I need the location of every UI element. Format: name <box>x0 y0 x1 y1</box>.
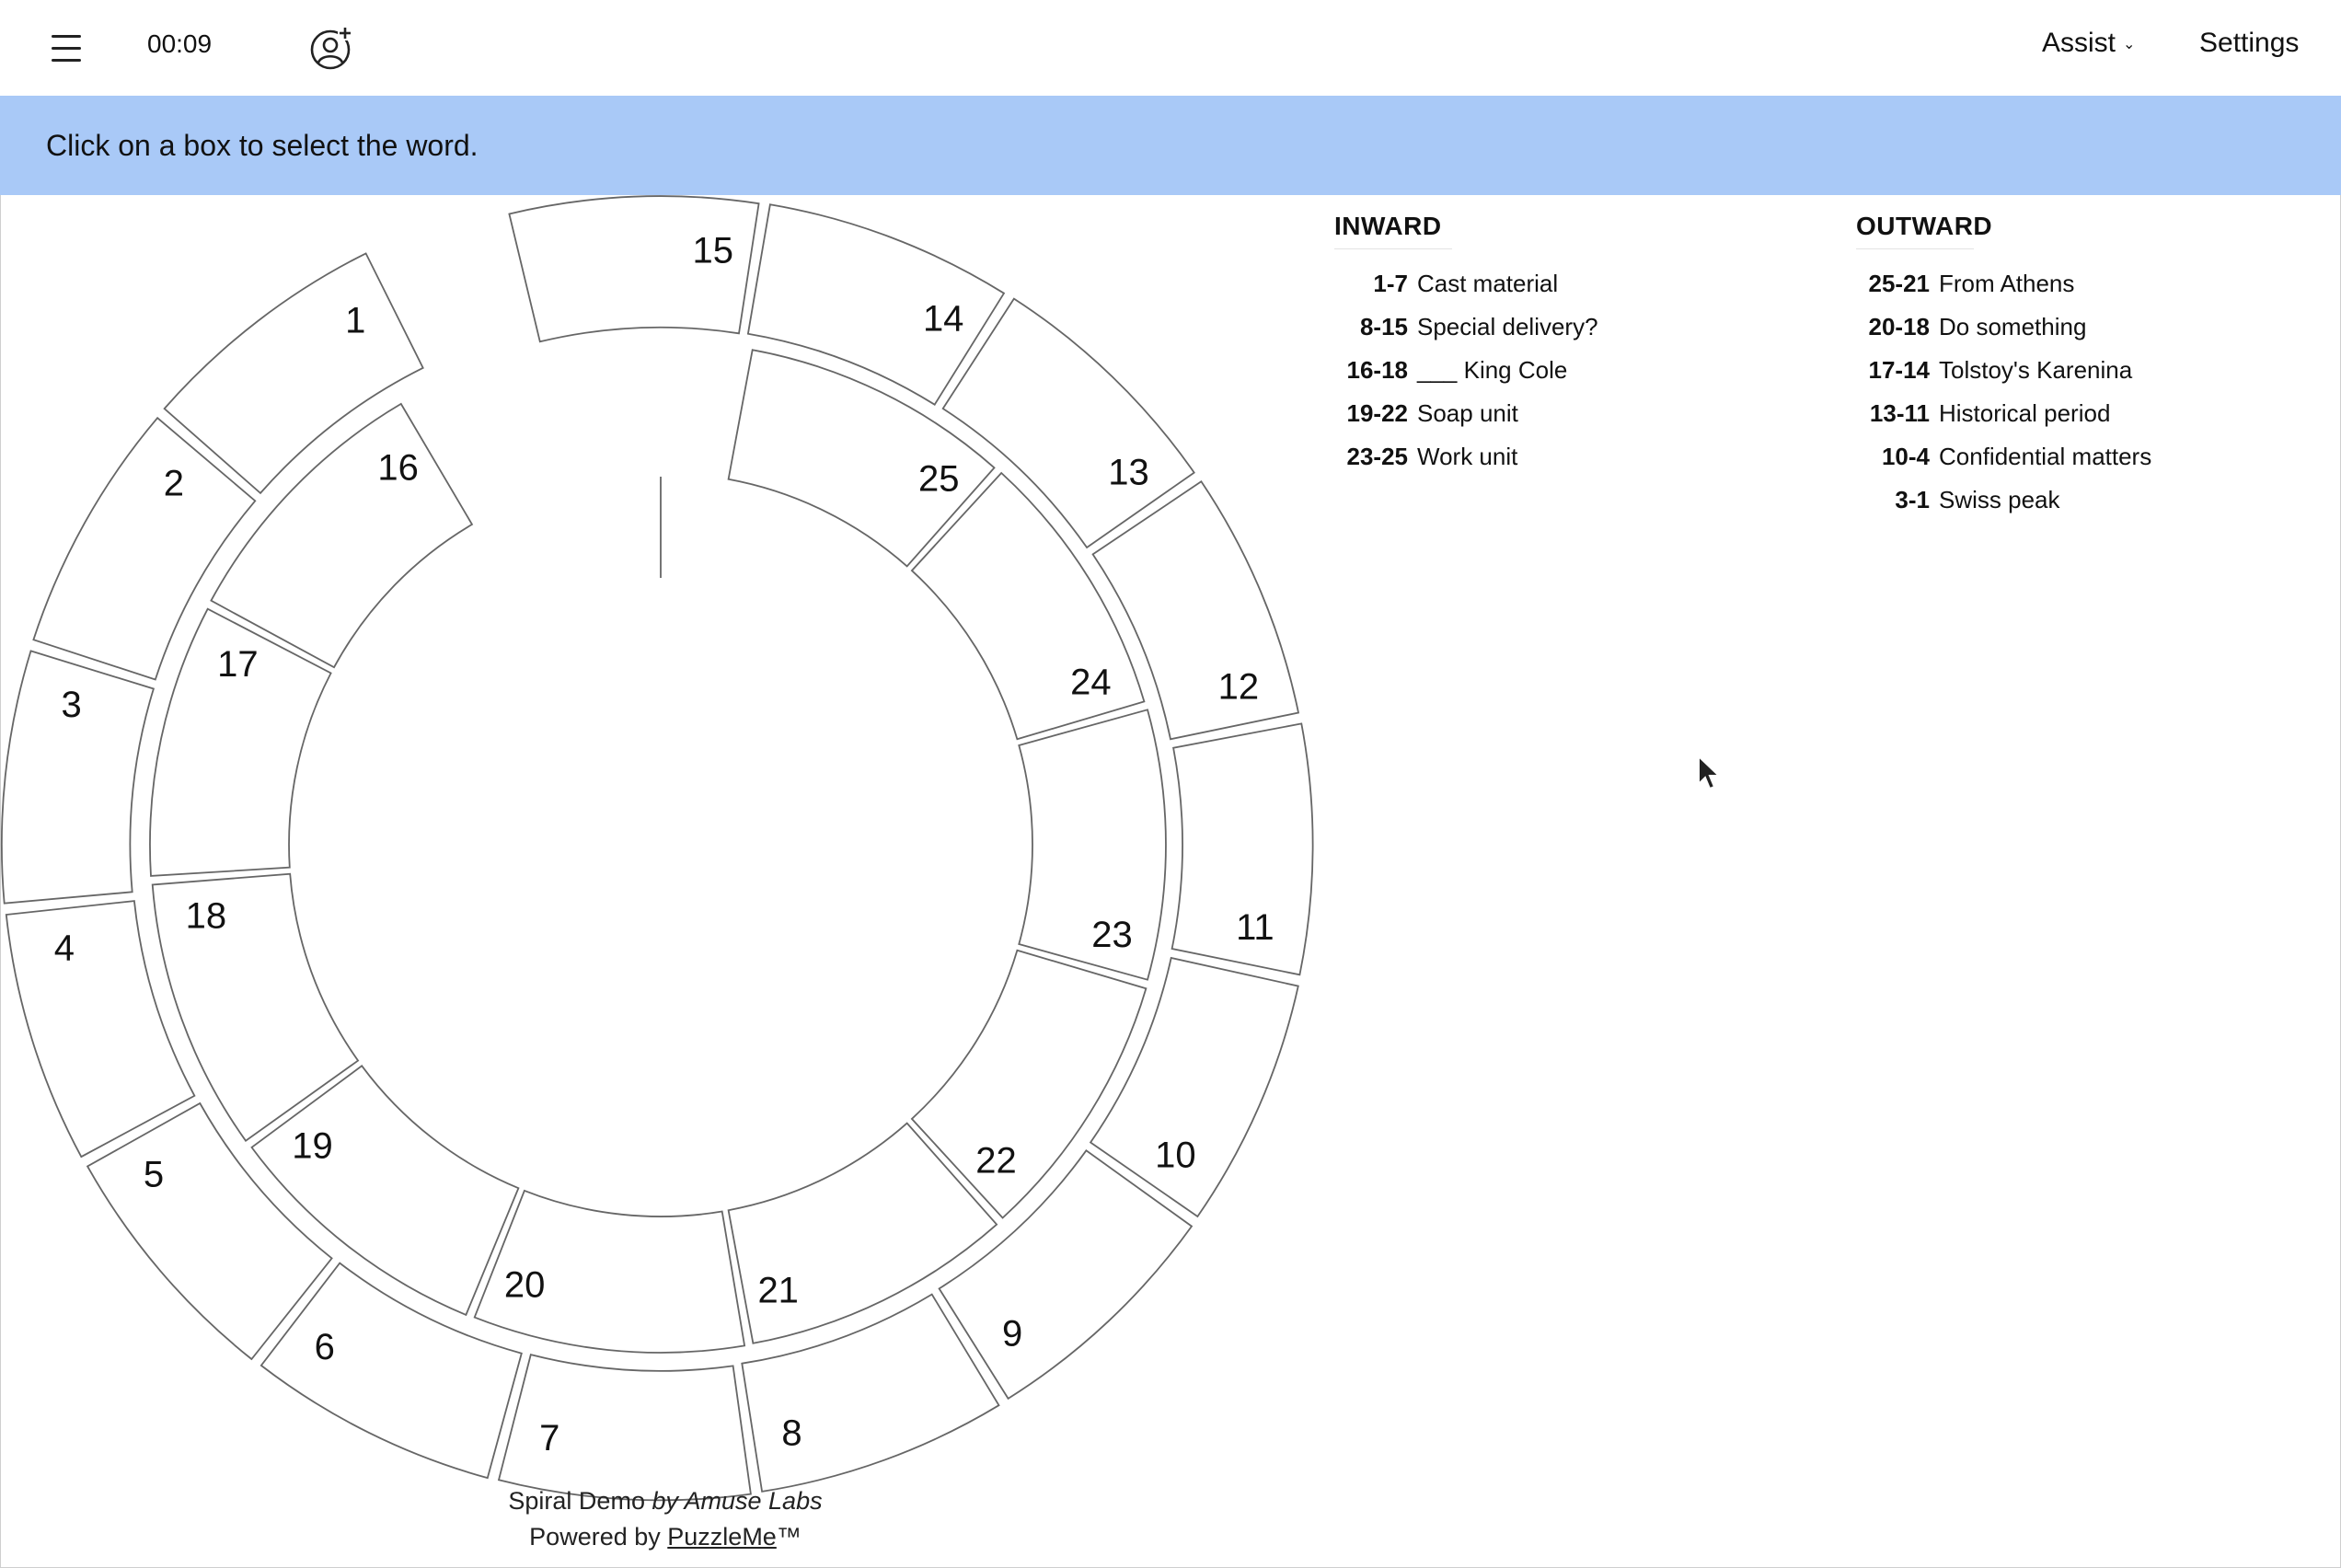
hamburger-icon[interactable] <box>44 26 90 72</box>
clue-number: 1-7 <box>1373 270 1408 297</box>
grid-cell-number: 18 <box>185 895 227 937</box>
grid-cell-number: 24 <box>1070 662 1112 703</box>
clue-25-21[interactable] <box>1856 262 2335 306</box>
grid-cell-number: 7 <box>539 1418 560 1458</box>
grid-cell-number: 20 <box>503 1264 546 1306</box>
clue-17-14[interactable] <box>1856 349 2335 392</box>
clue-13-11[interactable] <box>1856 392 2335 435</box>
clue-number: 20-18 <box>1868 313 1930 340</box>
clue-number: 13-11 <box>1869 399 1930 427</box>
grid-cell-number: 10 <box>1155 1135 1196 1176</box>
grid-cell-23[interactable] <box>1019 709 1166 979</box>
trademark: ™ <box>776 1523 801 1551</box>
footer-author: by Amuse Labs <box>652 1487 823 1515</box>
grid-cell-7[interactable] <box>499 1355 751 1500</box>
toolbar <box>0 0 2341 96</box>
clue-1-7[interactable] <box>1334 262 1813 306</box>
grid-cell-20[interactable] <box>475 1191 744 1353</box>
grid-cell-number: 6 <box>314 1327 335 1367</box>
clue-23-25[interactable] <box>1334 435 1813 478</box>
grid-cell-number: 25 <box>918 458 960 500</box>
clue-10-4[interactable] <box>1856 435 2335 478</box>
grid-cell-number: 19 <box>292 1125 333 1167</box>
chevron-down-icon: ⌄ <box>2123 37 2136 52</box>
inward-heading: INWARD <box>1334 212 1452 249</box>
outward-heading: OUTWARD <box>1856 212 1974 249</box>
grid-cell-number: 11 <box>1236 906 1274 948</box>
grid-cell-number: 16 <box>377 447 419 489</box>
banner-message: Click on a box to select the word. <box>46 129 479 162</box>
settings-button[interactable]: Settings <box>2199 28 2300 58</box>
grid-cell-number: 1 <box>345 300 366 341</box>
spiral-grid <box>0 195 1325 1502</box>
clue-19-22[interactable] <box>1334 392 1813 435</box>
assist-button[interactable] <box>2042 28 2135 59</box>
grid-cell-number: 9 <box>1001 1313 1023 1355</box>
clue-number: 25-21 <box>1868 270 1930 297</box>
mouse-pointer-icon <box>1697 755 1723 796</box>
grid-cell-number: 23 <box>1091 915 1133 956</box>
clue-16-18[interactable] <box>1334 349 1813 392</box>
grid-cell-number: 13 <box>1108 452 1149 493</box>
grid-cell-box[interactable] <box>499 1355 751 1500</box>
grid-cell-11[interactable] <box>1172 723 1313 974</box>
clue-text: Historical period <box>1939 399 2111 427</box>
grid-cell-number: 12 <box>1217 666 1260 708</box>
grid-cell-number: 4 <box>53 928 75 969</box>
footer-title: Spiral Demo <box>508 1487 645 1515</box>
grid-cell-number: 22 <box>975 1140 1017 1182</box>
clue-text: From Athens <box>1939 270 2075 297</box>
spiral-grid-svg <box>0 195 1325 1502</box>
grid-cell-number: 5 <box>143 1154 165 1195</box>
clue-text: Swiss peak <box>1939 486 2060 513</box>
timer: 00:09 <box>147 29 213 58</box>
footer-powered: Powered by <box>529 1523 661 1551</box>
grid-cell-number: 8 <box>781 1412 802 1454</box>
grid-cell-number: 2 <box>163 463 185 504</box>
clue-text: Do something <box>1939 313 2087 340</box>
clue-text: Confidential matters <box>1939 443 2152 470</box>
clue-number: 17-14 <box>1868 356 1930 384</box>
puzzleme-link[interactable]: PuzzleMe <box>667 1523 777 1551</box>
clue-text: ___ King Cole <box>1417 356 1568 384</box>
clue-number: 3-1 <box>1895 486 1930 513</box>
grid-cell-number: 3 <box>61 685 82 726</box>
grid-cell-number: 21 <box>757 1270 799 1311</box>
clue-number: 10-4 <box>1881 443 1930 470</box>
clue-text: Special delivery? <box>1417 313 1598 340</box>
grid-cell-number: 15 <box>692 230 734 271</box>
inward-clues <box>1334 212 1813 478</box>
grid-cell-15[interactable] <box>509 196 758 341</box>
instruction-banner <box>0 96 2341 195</box>
outward-clues <box>1856 212 2335 522</box>
clue-text: Cast material <box>1417 270 1559 297</box>
clue-20-18[interactable] <box>1856 306 2335 349</box>
clue-8-15[interactable] <box>1334 306 1813 349</box>
clue-number: 19-22 <box>1346 399 1408 427</box>
clue-number: 16-18 <box>1346 356 1408 384</box>
clue-text: Tolstoy's Karenina <box>1939 356 2133 384</box>
clue-number: 8-15 <box>1359 313 1408 340</box>
footer <box>0 1483 1331 1555</box>
clue-number: 23-25 <box>1346 443 1408 470</box>
add-user-icon[interactable] <box>306 24 354 72</box>
grid-cell-number: 14 <box>922 298 964 340</box>
grid-cell-number: 17 <box>217 644 259 685</box>
clue-text: Work unit <box>1417 443 1518 470</box>
grid-cell-3[interactable] <box>2 651 154 903</box>
clue-text: Soap unit <box>1417 399 1518 427</box>
assist-label: Assist <box>2042 28 2116 58</box>
clue-3-1[interactable] <box>1856 478 2335 522</box>
